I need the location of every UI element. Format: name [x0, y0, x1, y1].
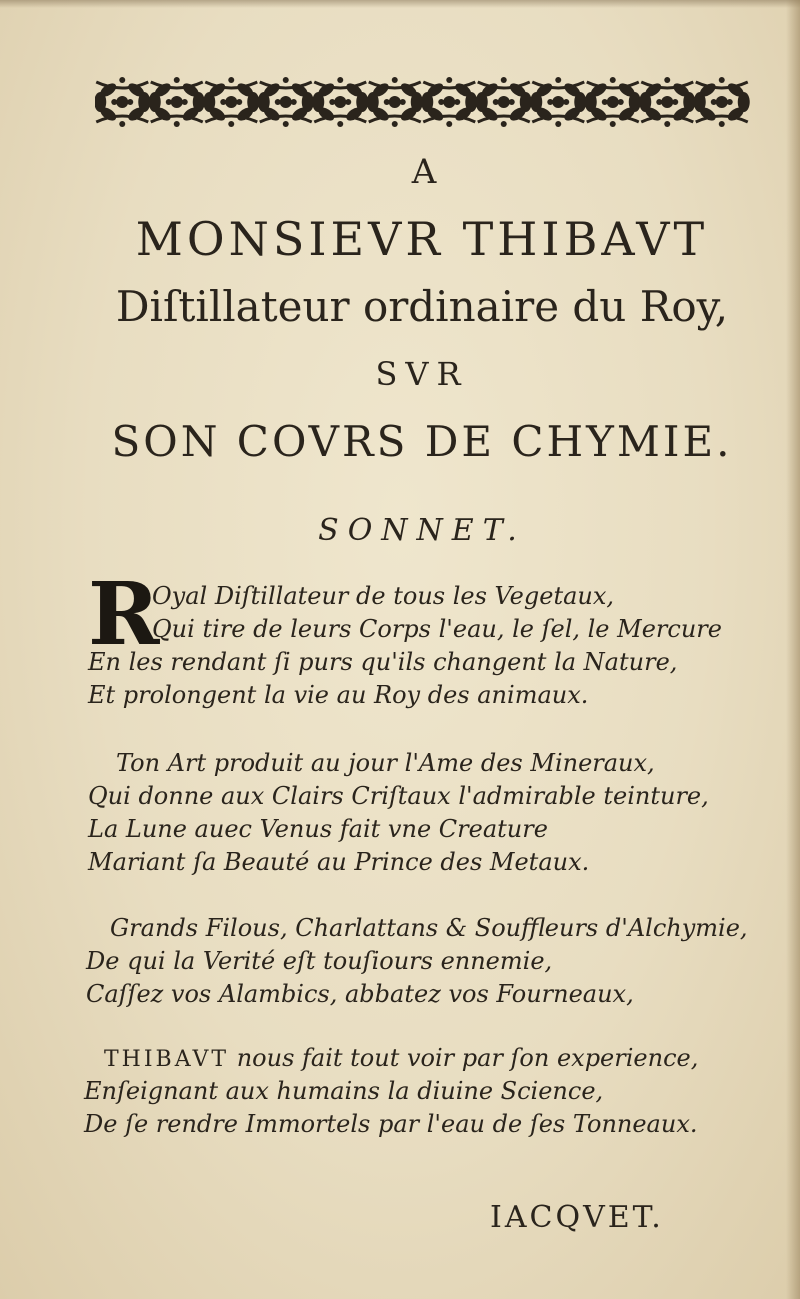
- verse-line: La Lune auec Venus fait vne Creature: [88, 815, 548, 843]
- ornament-fleuron: [312, 77, 368, 127]
- dedication-subject: SON COVRS DE CHYMIE.: [111, 417, 733, 466]
- verse-line: Oyal Diſtillateur de tous les Vegetaux,: [152, 582, 615, 610]
- ornament-fleuron: [585, 77, 641, 127]
- verse-line: Caſſez vos Alambics, abbatez vos Fourneaux,: [86, 980, 634, 1008]
- dedication-sur: SVR: [375, 355, 469, 393]
- verse-line: Grands Filous, Charlattans & Souffleurs d'Alchymie,: [110, 914, 748, 942]
- verse-line: Enſeignant aux humains la diuine Science,: [84, 1077, 604, 1105]
- drop-cap: R: [88, 564, 160, 665]
- sonnet-heading: SONNET.: [318, 513, 526, 548]
- verse-line: Et prolongent la vie au Roy des animaux.: [88, 681, 589, 709]
- dedicatee-title: Diſtillateur ordinaire du Roy,: [115, 282, 729, 331]
- verse-line: Ton Art produit au jour l'Ame des Mineraux,: [116, 749, 655, 777]
- ornament-fleuron: [694, 77, 750, 127]
- ornament-fleuron: [530, 77, 586, 127]
- verse-line: Qui donne aux Clairs Criſtaux l'admirable teinture,: [88, 782, 709, 810]
- verse-line: De qui la Verité eſt touſiours ennemie,: [86, 947, 553, 975]
- ornament-fleuron: [149, 77, 205, 127]
- page-top-shadow: [0, 0, 800, 8]
- dedicatee-name: MONSIEVR THIBAVT: [135, 212, 709, 266]
- ornamental-headband: [95, 72, 750, 132]
- verse-line: Mariant ſa Beauté au Prince des Metaux.: [88, 848, 590, 876]
- ornament-fleuron: [639, 77, 695, 127]
- ornament-fleuron: [203, 77, 259, 127]
- ornament-fleuron: [258, 77, 314, 127]
- verse-line: De ſe rendre Immortels par l'eau de ſes Tonneaux.: [84, 1110, 698, 1138]
- ornament-fleuron: [367, 77, 423, 127]
- ornament-fleuron: [476, 77, 532, 127]
- thibaut-name: THIBAVT: [104, 1047, 230, 1072]
- page-gutter-shadow: [786, 0, 800, 1299]
- verse-line: Qui tire de leurs Corps l'eau, le ſel, le Mercure: [152, 615, 722, 643]
- verse-line: [104, 1042, 698, 1076]
- verse-line: En les rendant ſi purs qu'ils changent la Nature,: [88, 648, 678, 676]
- ornament-fleuron: [95, 77, 150, 127]
- ornament-fleuron: [421, 77, 477, 127]
- author-signature: IACQVET.: [490, 1200, 664, 1235]
- verse-line-rest: nous fait tout voir par ſon experience,: [229, 1044, 699, 1072]
- dedication-a: A: [411, 152, 439, 192]
